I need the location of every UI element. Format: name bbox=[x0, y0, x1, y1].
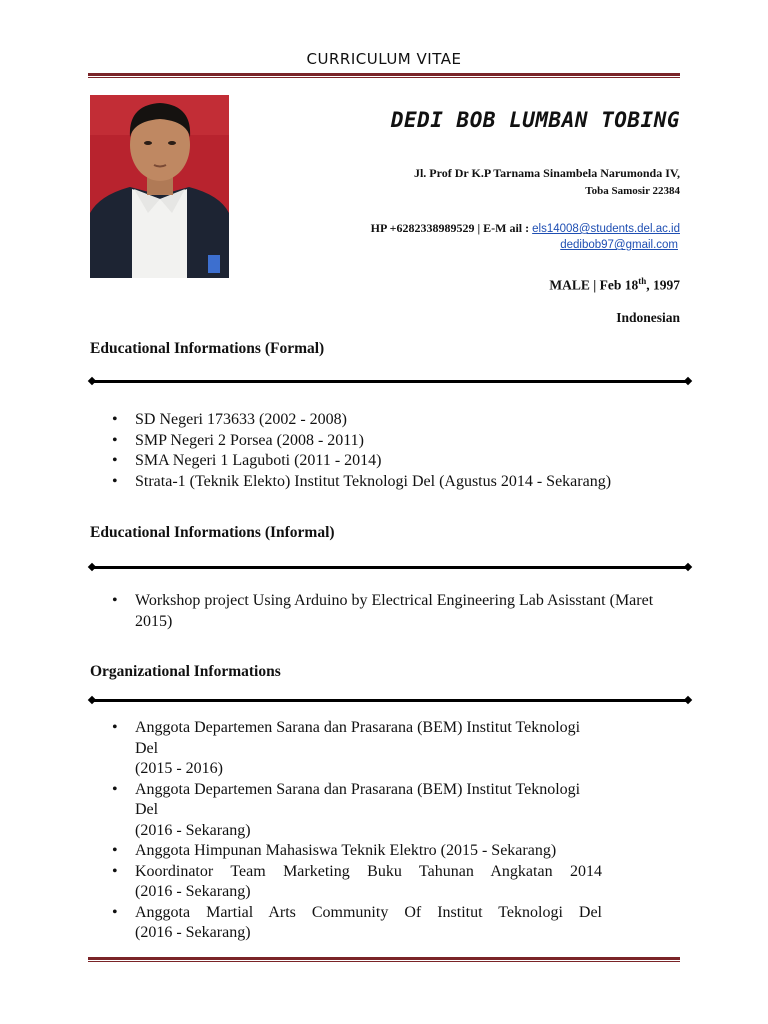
list-item: • Anggota Himpunan Mahasiswa Teknik Elektro (2015 - Sekarang) bbox=[112, 842, 557, 859]
section-title-organizational: Organizational Informations bbox=[90, 663, 281, 680]
list-item: • Workshop project Using Arduino by Electrical Engineering Lab Asisstant (Maret 2015) bbox=[112, 592, 654, 630]
nationality: Indonesian bbox=[616, 310, 680, 325]
list-item: • Strata-1 (Teknik Elekto) Institut Teknologi Del (Agustus 2014 - Sekarang) bbox=[112, 472, 612, 490]
list-item: • SMA Negeri 1 Laguboti (2011 - 2014) bbox=[112, 452, 382, 469]
list-item: • Koordinator Team Marketing Buku Tahunan Angkatan 2014 (2016 - Sekarang) bbox=[112, 862, 602, 900]
email-link-secondary[interactable]: dedibob97@gmail.com bbox=[560, 239, 678, 251]
email-link-primary[interactable]: els14008@students.del.ac.id bbox=[532, 223, 680, 235]
informal-education-list bbox=[90, 591, 710, 632]
section-title-formal: Educational Informations (Formal) bbox=[90, 340, 325, 357]
address-line-2: Toba Samosir 22384 bbox=[585, 185, 680, 197]
header-divider bbox=[88, 73, 680, 78]
profile-photo bbox=[90, 95, 229, 278]
list-item: • Anggota Martial Arts Community Of Institut Teknologi Del (2016 - Sekarang) bbox=[112, 903, 602, 941]
address-line-1: Jl. Prof Dr K.P Tarnama Sinambela Narumonda IV, bbox=[413, 166, 680, 180]
formal-education-list bbox=[90, 410, 611, 492]
section-divider-informal bbox=[88, 564, 692, 572]
list-item: • Anggota Departemen Sarana dan Prasarana (BEM) Institut Teknologi Del (2016 - Sekarang) bbox=[112, 780, 581, 839]
document-title: CURRICULUM VITAE bbox=[306, 50, 462, 68]
section-divider-formal bbox=[88, 378, 692, 386]
contact-line bbox=[371, 221, 680, 236]
phone-label: HP +6282338989529 | E-M ail : bbox=[370, 221, 533, 235]
footer-divider bbox=[88, 957, 680, 962]
list-item: • SD Negeri 173633 (2002 - 2008) bbox=[112, 411, 347, 428]
organizational-list bbox=[90, 718, 602, 944]
section-title-informal: Educational Informations (Informal) bbox=[90, 524, 335, 541]
list-item: • Anggota Departemen Sarana dan Prasarana (BEM) Institut Teknologi Del (2015 - 2016) bbox=[112, 719, 581, 777]
section-divider-organizational bbox=[88, 697, 692, 705]
list-item: • SMP Negeri 2 Porsea (2008 - 2011) bbox=[112, 431, 365, 449]
gender-birthdate: MALE | Feb 18th, 1997 bbox=[549, 276, 680, 293]
full-name: DEDI BOB LUMBAN TOBING bbox=[390, 108, 680, 132]
